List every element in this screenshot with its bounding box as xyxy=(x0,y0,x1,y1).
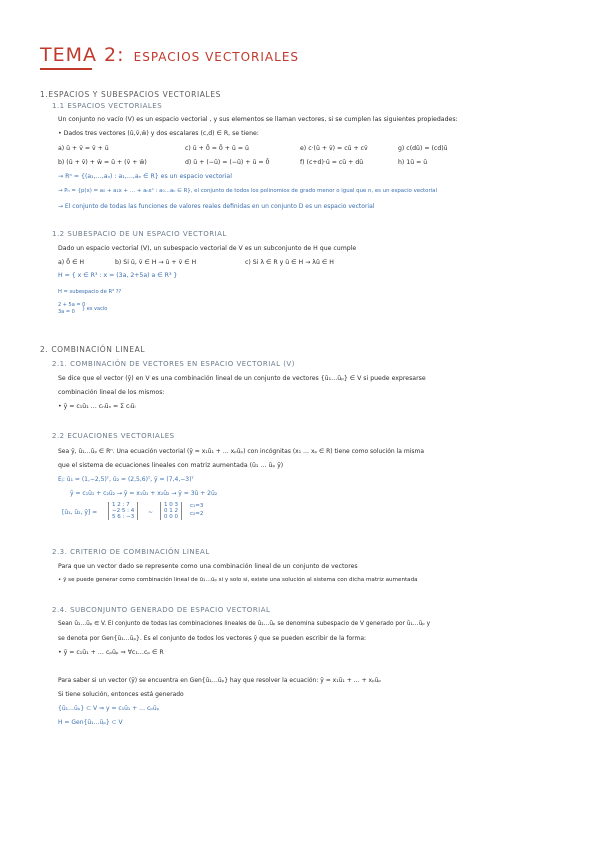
example-line: 3a = 0 xyxy=(58,309,75,315)
matrix-row: 1 0 3 xyxy=(164,501,178,508)
equivalence-arrow: ~ xyxy=(148,509,154,516)
example-line: H = { x ∈ R³ : x = (3a, 2+5a) a ∈ R³ } xyxy=(58,272,178,279)
property-item: h) 1ū = ū xyxy=(398,159,428,166)
property-item: d) ū + (−ū) = (−ū) + ū = 0̄ xyxy=(185,159,270,166)
paragraph-line: Dado un espacio vectorial (V), un subespacio vectorial de V es un subconjunto de H que cumple xyxy=(58,245,357,252)
formula: • ȳ = c₁ū₁ … cₙūₙ = Σ cᵢūᵢ xyxy=(58,403,136,410)
matrix-row: 5 6 : −3 xyxy=(112,513,135,520)
example-line: {ū₁…ūₚ} ⊂ V ⇒ y = c₁ū₁ + … cₚūₚ xyxy=(58,705,160,712)
paragraph-line: Se dice que el vector (ȳ) en V es una combinación lineal de un conjunto de vectores {ū₁…ūₚ} ∈ V si puede expresarse xyxy=(58,375,426,382)
condition-item: b) Si ū, v̄ ∈ H → ū + v̄ ∈ H xyxy=(115,259,197,266)
matrix-row: 0 1 2 xyxy=(164,507,178,514)
title-subtitle: ESPACIOS VECTORIALES xyxy=(133,50,300,64)
paragraph-line: Sea ȳ, ū₁…ūₚ ∈ Rⁿ. Una ecuación vectorial (ȳ = x₁ū₁ + … xₚūₚ) con incógnitas (x₁ … xₚ ∈ R) tiene como solución la misma xyxy=(58,448,425,455)
example-line: ȳ = c₁ū₁ + c₂ū₂ → ȳ = x₁ū₁ + x₂ū₂ → ȳ = 3ū + 2ū₂ xyxy=(70,490,218,497)
property-item: b) (ū + v̄) + w̄ = ū + (v̄ + w̄) xyxy=(58,159,147,166)
paragraph-line: Para que un vector dado se represente como una combinación lineal de un conjunto de vectores xyxy=(58,563,358,570)
formula: • ȳ = c₁ū₁ + … cₚūₚ ⇒ ∀c₁…cₚ ∈ R xyxy=(58,649,164,656)
example-line: } es vacío xyxy=(82,306,108,312)
title-underline xyxy=(40,68,92,70)
reduced-matrix xyxy=(160,500,182,520)
paragraph-line: Un conjunto no vacío (V) es un espacio vectorial , y sus elementos se llaman vectores, si se cumplen las siguientes propiedades: xyxy=(58,116,458,123)
condition-item: a) 0̄ ∈ H xyxy=(58,259,85,266)
example-line: H = subespacio de R³ ?? xyxy=(58,289,122,295)
paragraph-line: se denota por Gen{ū₁…ūₚ}. Es el conjunto de todos los vectores ȳ que se pueden escribir de la forma: xyxy=(58,635,367,642)
paragraph-line: Sean ū₁…ūₚ ∈ V. El conjunto de todas las combinaciones lineales de ū₁…ūₚ se denomina subespacio de V generado por ū₁…ūₚ y xyxy=(58,621,431,627)
paragraph-line: • ȳ se puede generar como combinación lineal de ū₁…ūₚ si y solo si, existe una solución al sistema con dicha matriz aumentada xyxy=(58,577,418,583)
example-line: → Pₙ = {p(x) = a₀ + a₁x + … + aₙxⁿ : a₀…aₙ ∈ R}, el conjunto de todos los polinomios de grado menor o igual que n, es un espacio vectorial xyxy=(58,188,437,194)
property-item: a) ū + v̄ = v̄ + ū xyxy=(58,145,109,152)
matrix-row: −2 5 : 4 xyxy=(112,507,135,514)
paragraph-line: Para saber si un vector (ȳ) se encuentra en Gen{ū₁…ūₚ} hay que resolver la ecuación: ȳ = x₁ū₁ + … + xₚūₚ xyxy=(58,677,382,684)
page-title xyxy=(40,44,299,66)
subsection-heading: 1.2 SUBESPACIO DE UN ESPACIO VECTORIAL xyxy=(52,230,227,238)
result-value: c₂=2 xyxy=(190,511,204,517)
property-item: c) ū + 0̄ = 0̄ + ū = ū xyxy=(185,145,249,152)
condition-item: c) Si λ ∈ R y ū ∈ H → λū ∈ H xyxy=(245,259,334,266)
subsection-heading: 2.1. COMBINACIÓN DE VECTORES EN ESPACIO VECTORIAL (V) xyxy=(52,360,295,368)
paragraph-line: Si tiene solución, entonces está generado xyxy=(58,691,184,698)
result-value: c₁=3 xyxy=(190,503,204,509)
title-number: TEMA 2 xyxy=(40,44,118,66)
example-line: 2 + 5a = 0 xyxy=(58,302,86,308)
matrix-row: 0 0 0 xyxy=(164,513,178,520)
paragraph-line: • Dados tres vectores (ū,v̄,w̄) y dos escalares (c,d) ∈ R, se tiene: xyxy=(58,130,259,137)
example-line: H = Gen{ū₁…ūₚ} ⊂ V xyxy=(58,719,123,726)
matrix-row: 1 2 : 7 xyxy=(112,501,130,508)
property-item: g) c(dū) = (cd)ū xyxy=(398,145,448,152)
example-line: → Rⁿ = {(a₁,…,aₙ) : a₁,…,aₙ ∈ R} es un espacio vectorial xyxy=(58,173,232,180)
subsection-heading: 2.2 ECUACIONES VECTORIALES xyxy=(52,432,175,440)
subsection-heading: 2.3. CRITERIO DE COMBINACIÓN LINEAL xyxy=(52,548,210,556)
paragraph-line: que el sistema de ecuaciones lineales con matriz aumentada (ū₁ … ūₚ ȳ) xyxy=(58,462,284,469)
matrix-label: [ū₁, ū₂, ȳ] = xyxy=(62,509,98,516)
paragraph-line: combinación lineal de los mismos: xyxy=(58,389,165,396)
title-colon: : xyxy=(117,44,125,66)
augmented-matrix xyxy=(108,500,138,520)
subsection-heading: 2.4. SUBCONJUNTO GENERADO DE ESPACIO VECTORIAL xyxy=(52,606,271,614)
section-heading: 2. COMBINACIÓN LINEAL xyxy=(40,345,146,354)
property-item: f) (c+d)·ū = cū + dū xyxy=(300,159,364,166)
example-line: → El conjunto de todas las funciones de valores reales definidas en un conjunto D es un espacio vectorial xyxy=(58,203,375,210)
section-heading: 1.ESPACIOS Y SUBESPACIOS VECTORIALES xyxy=(40,90,222,99)
subsection-heading: 1.1 ESPACIOS VECTORIALES xyxy=(52,102,163,110)
property-item: e) c·(ū + v̄) = cū + cv̄ xyxy=(300,145,368,152)
example-line: Eⱼ: ū₁ = (1,−2,5)ᵀ, ū₂ = (2,5,6)ᵀ, ȳ = (7,4,−3)ᵀ xyxy=(58,476,194,483)
